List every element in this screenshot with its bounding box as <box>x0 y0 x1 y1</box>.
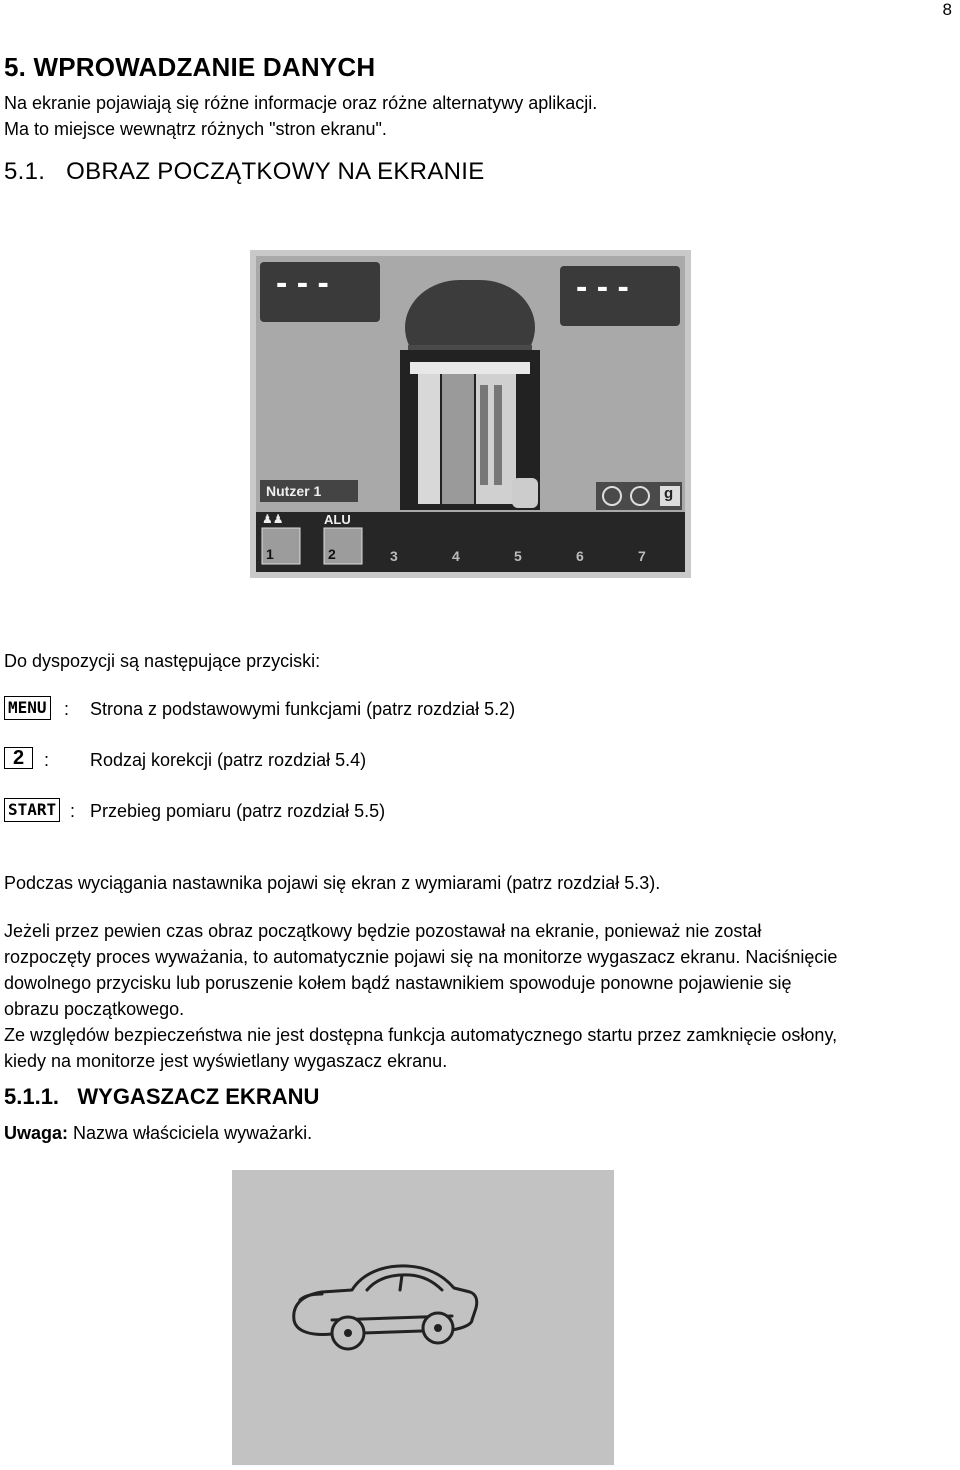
slot-3: 3 <box>390 548 398 564</box>
initial-screen-figure <box>250 250 691 578</box>
section-heading: 5. WPROWADZANIE DANYCH <box>4 52 376 82</box>
slot-5: 5 <box>514 548 522 564</box>
start-colon: : <box>70 801 76 821</box>
alu-label: ALU <box>324 512 351 527</box>
screensaver-paragraph <box>4 918 956 1074</box>
slot-2: 2 <box>328 546 336 562</box>
paragraph-line: Jeżeli przez pewien czas obraz początkowy będzie pozostawał na ekranie, ponieważ nie został <box>4 921 762 941</box>
left-display-dashes: - - - <box>276 264 329 302</box>
buttons-intro: Do dyspozycji są następujące przyciski: <box>4 651 321 671</box>
start-key: START <box>4 798 60 822</box>
paragraph-line: dowolnego przycisku lub poruszenie kołem bądź nastawnikiem spowoduje ponowne pojawienie się <box>4 973 792 993</box>
weight-unit-label: g <box>664 485 674 502</box>
note-label: Uwaga: <box>4 1123 69 1143</box>
note-text: Nazwa właściciela wyważarki. <box>68 1123 313 1143</box>
menu-key: MENU <box>4 696 51 720</box>
paragraph-line: rozpoczęty proces wyważania, to automatycznie pojawi się na monitorze wygaszacz ekranu. Naciśnięcie <box>4 947 838 967</box>
car-icon <box>232 1170 614 1465</box>
subsubsection-heading: 5.1.1. WYGASZACZ EKRANU <box>4 1084 320 1109</box>
subsection-heading: 5.1. OBRAZ POCZĄTKOWY NA EKRANIE <box>4 158 485 185</box>
button-row-start <box>4 798 386 826</box>
key-2-description: Rodzaj korekcji (patrz rozdział 5.4) <box>90 750 367 770</box>
paragraph-line: kiedy na monitorze jest wyświetlany wygaszacz ekranu. <box>4 1051 448 1071</box>
menu-colon: : <box>64 699 70 719</box>
slot-7: 7 <box>638 548 646 564</box>
slot-1: 1 <box>266 546 274 562</box>
start-description: Przebieg pomiaru (patrz rozdział 5.5) <box>90 801 386 821</box>
button-row-2 <box>4 747 367 775</box>
slot-4: 4 <box>452 548 460 564</box>
slot-6: 6 <box>576 548 584 564</box>
key-2: 2 <box>4 747 33 769</box>
page-number: 8 <box>942 0 952 19</box>
button-row-menu <box>4 696 516 724</box>
intro-line-2: Ma to miejsce wewnątrz różnych "stron ekranu". <box>4 119 387 139</box>
user-label: Nutzer 1 <box>266 483 322 499</box>
intro-line-1: Na ekranie pojawiają się różne informacje oraz różne alternatywy aplikacji. <box>4 93 598 113</box>
dimensions-paragraph: Podczas wyciągania nastawnika pojawi się ekran z wymiarami (patrz rozdział 5.3). <box>4 873 661 893</box>
menu-description: Strona z podstawowymi funkcjami (patrz rozdział 5.2) <box>90 699 516 719</box>
note-line <box>4 1120 312 1146</box>
paragraph-line: obrazu początkowego. <box>4 999 185 1019</box>
correction-icon: ♟♟ <box>262 512 284 526</box>
screensaver-figure <box>232 1170 614 1465</box>
right-display-dashes: - - - <box>576 268 629 306</box>
paragraph-line: Ze względów bezpieczeństwa nie jest dostępna funkcja automatycznego startu przez zamknięcie osłony, <box>4 1025 838 1045</box>
key-2-colon: : <box>44 750 50 770</box>
